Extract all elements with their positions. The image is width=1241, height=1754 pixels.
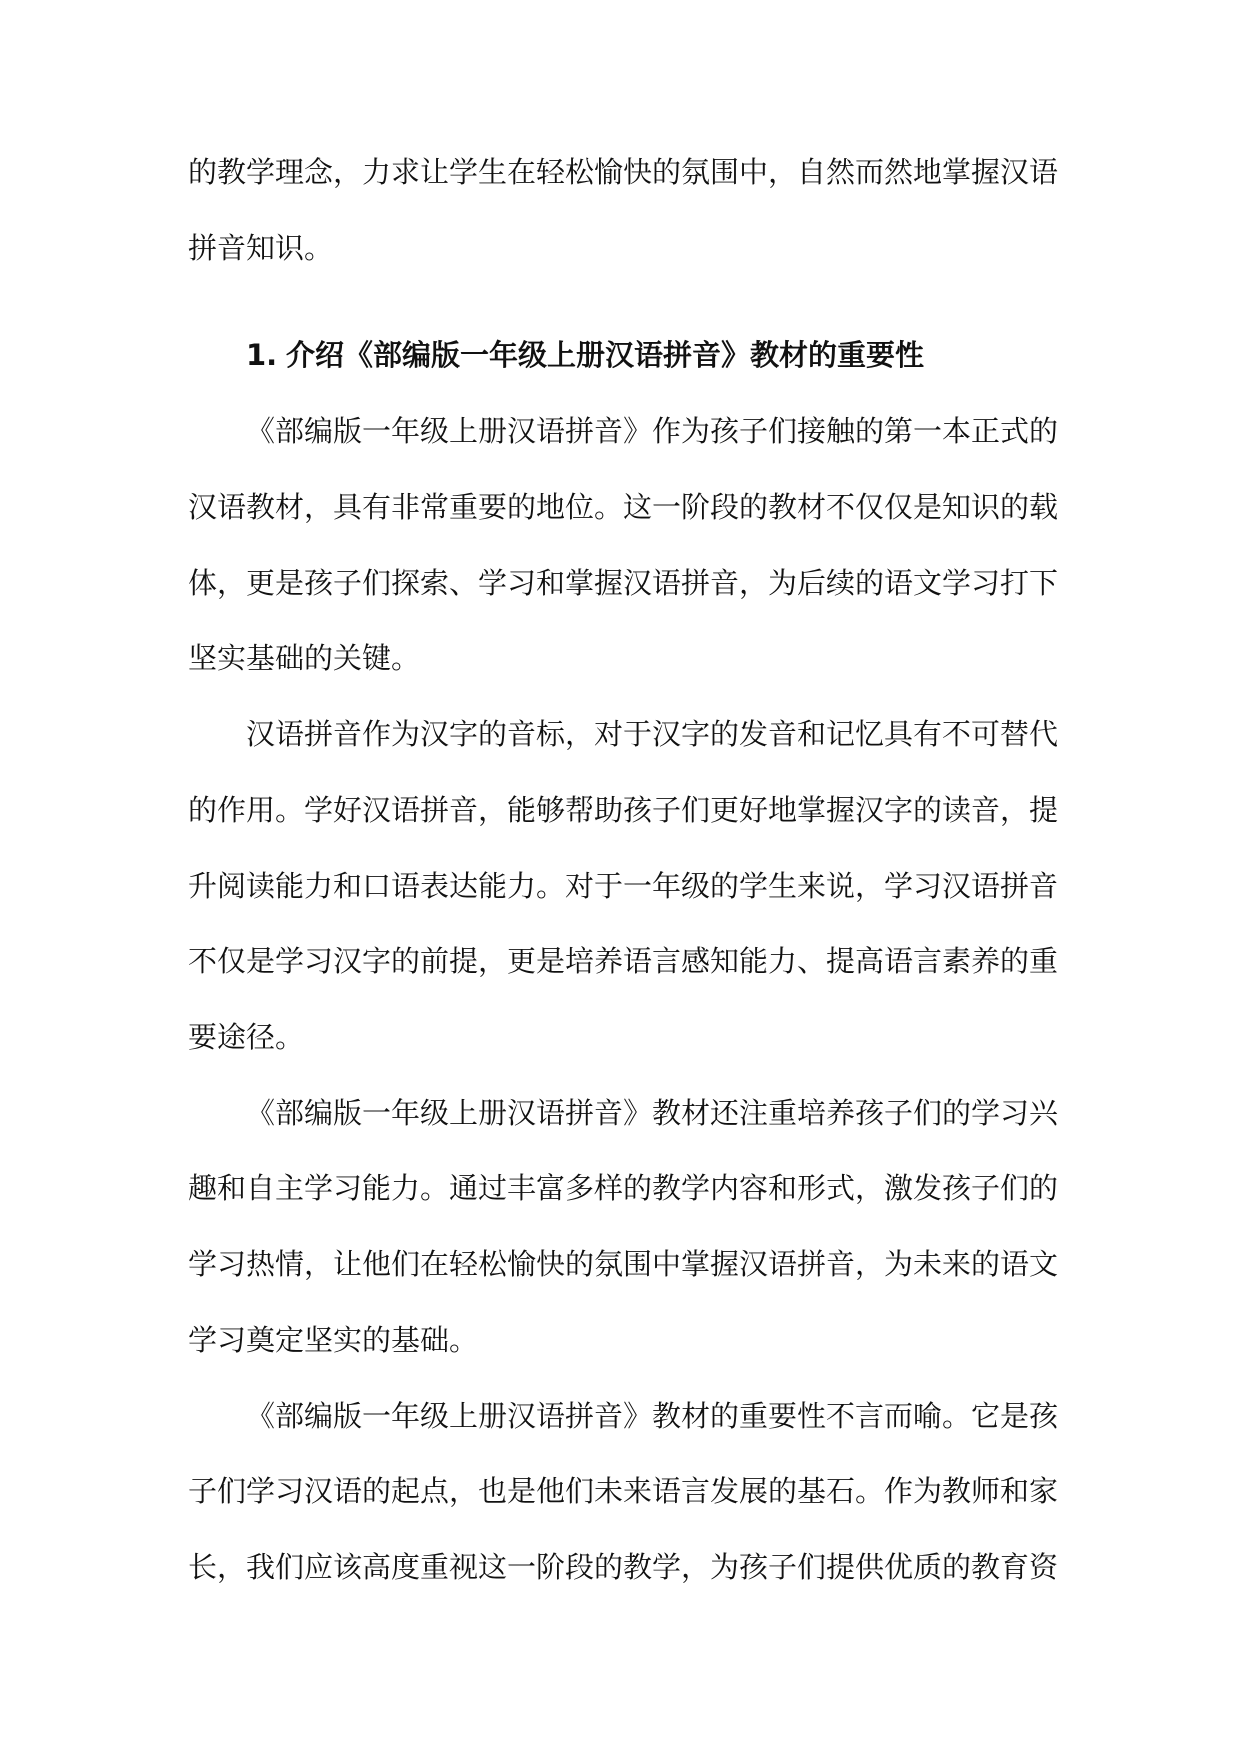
paragraph-1-line-4: 坚实基础的关键。 xyxy=(188,641,421,675)
intro-line-1: 的教学理念，力求让学生在轻松愉快的氛围中，自然而然地掌握汉语 xyxy=(188,155,1059,189)
paragraph-4-line-3: 长，我们应该高度重视这一阶段的教学，为孩子们提供优质的教育资 xyxy=(188,1550,1059,1584)
section-heading xyxy=(246,335,924,375)
paragraph-2-line-5: 要途径。 xyxy=(188,1020,305,1054)
paragraph-1-line-3: 体，更是孩子们探索、学习和掌握汉语拼音，为后续的语文学习打下 xyxy=(188,566,1059,600)
paragraph-3-line-3: 学习热情，让他们在轻松愉快的氛围中掌握汉语拼音，为未来的语文 xyxy=(188,1247,1059,1281)
paragraph-2-line-1: 汉语拼音作为汉字的音标，对于汉字的发音和记忆具有不可替代 xyxy=(246,717,1059,751)
paragraph-4-line-1: 《部编版一年级上册汉语拼音》教材的重要性不言而喻。它是孩 xyxy=(246,1399,1059,1433)
paragraph-1-line-2: 汉语教材，具有非常重要的地位。这一阶段的教材不仅仅是知识的载 xyxy=(188,490,1059,524)
paragraph-2-line-2: 的作用。学好汉语拼音，能够帮助孩子们更好地掌握汉字的读音，提 xyxy=(188,793,1059,827)
section-number: 1. xyxy=(246,338,278,372)
paragraph-3-line-4: 学习奠定坚实的基础。 xyxy=(188,1323,479,1357)
paragraph-2-line-4: 不仅是学习汉字的前提，更是培养语言感知能力、提高语言素养的重 xyxy=(188,944,1059,978)
section-title: 介绍《部编版一年级上册汉语拼音》教材的重要性 xyxy=(286,338,925,372)
paragraph-4-line-2: 子们学习汉语的起点，也是他们未来语言发展的基石。作为教师和家 xyxy=(188,1474,1059,1508)
paragraph-1-line-1: 《部编版一年级上册汉语拼音》作为孩子们接触的第一本正式的 xyxy=(246,414,1059,448)
intro-line-2: 拼音知识。 xyxy=(188,231,334,265)
paragraph-3-line-1: 《部编版一年级上册汉语拼音》教材还注重培养孩子们的学习兴 xyxy=(246,1096,1059,1130)
paragraph-2-line-3: 升阅读能力和口语表达能力。对于一年级的学生来说，学习汉语拼音 xyxy=(188,869,1059,903)
paragraph-3-line-2: 趣和自主学习能力。通过丰富多样的教学内容和形式，激发孩子们的 xyxy=(188,1171,1059,1205)
